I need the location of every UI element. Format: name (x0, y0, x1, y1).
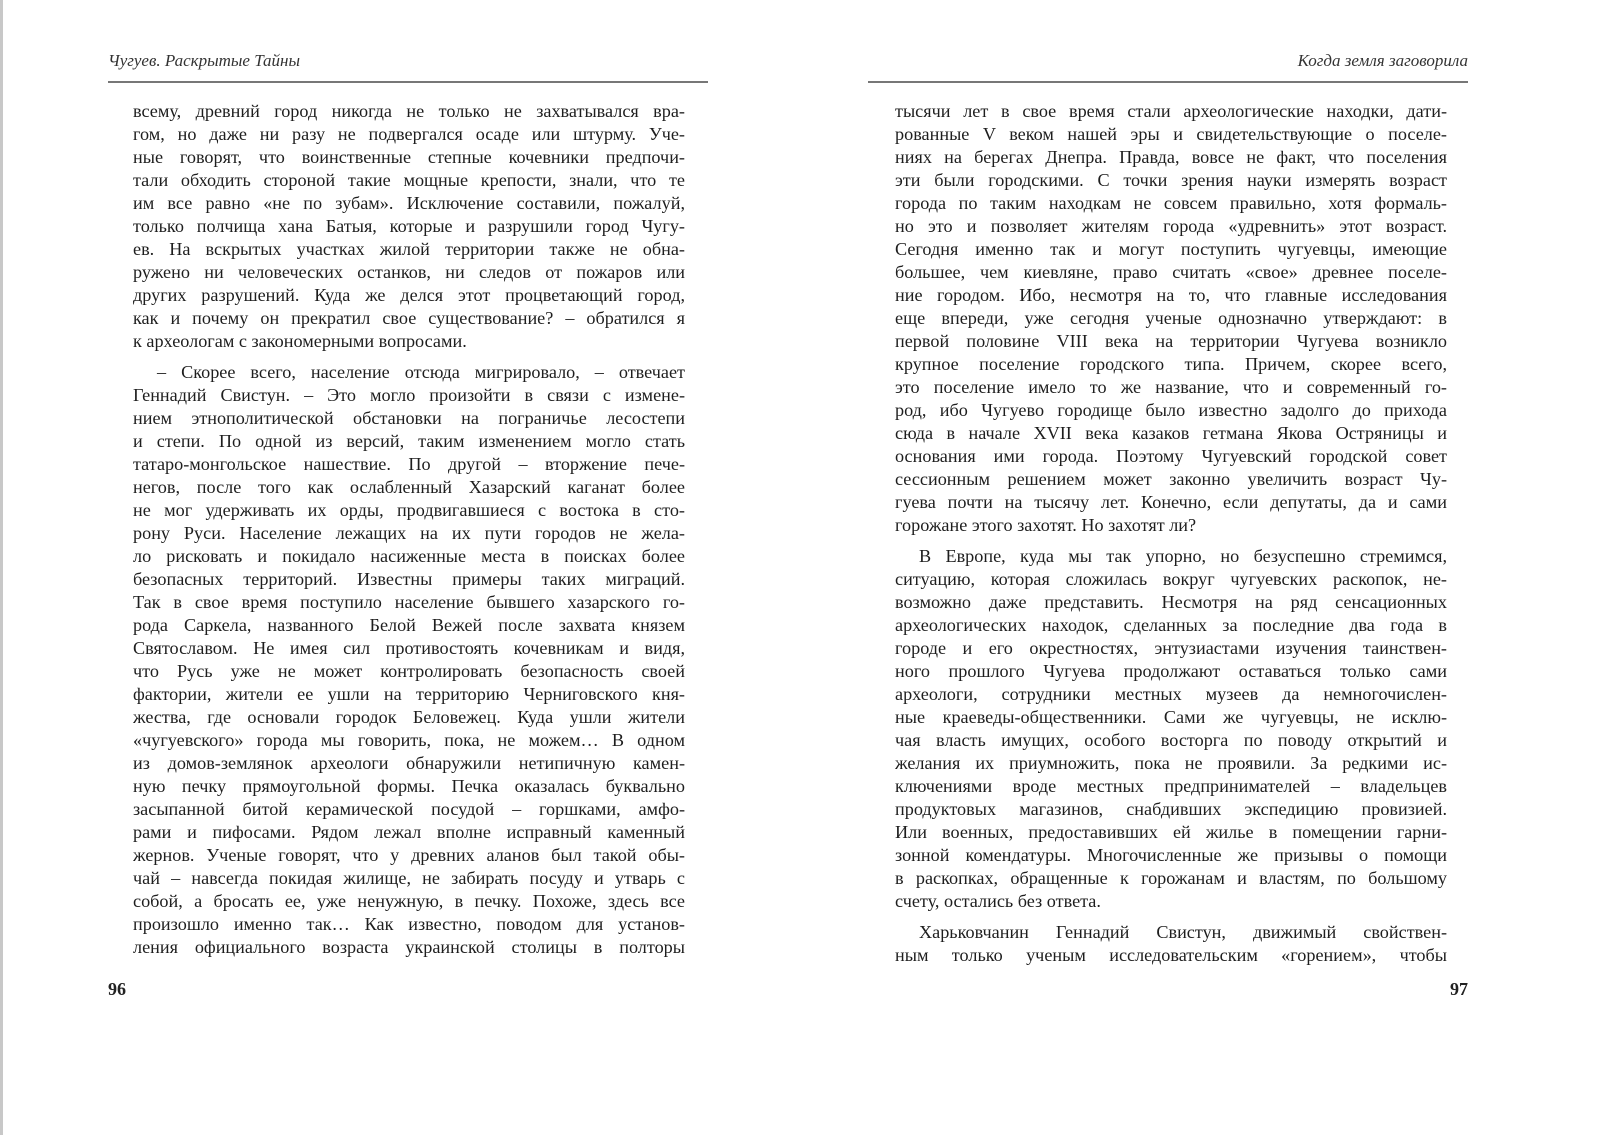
text-line: крупное поселение городского типа. Причем, скорее всего, (895, 354, 1447, 374)
text-line: им все равно «не по зубам». Исключение составили, пожалуй, (133, 193, 685, 213)
text-line: Или военных, предоставивших ей жилье в помещении гарни- (895, 822, 1447, 842)
text-line: ев. На вскрытых участках жилой территории также не обна- (133, 239, 685, 259)
text-line: рованные V веком нашей эры и свидетельствующие о поселе- (895, 124, 1447, 144)
text-line: ние городом. Ибо, несмотря на то, что главные исследования (895, 285, 1447, 305)
text-line: Так в свое время поступило население бывшего хазарского го- (133, 592, 685, 612)
paragraph (133, 361, 685, 959)
text-line: еще впереди, уже сегодня ученые однозначно утверждают: в (895, 308, 1447, 328)
text-line: жества, где основали городок Беловежец. Куда ушли жители (133, 707, 685, 727)
text-line: ключениями вроде местных предпринимателей – владельцев (895, 776, 1447, 796)
running-head: Когда земля заговорила (1297, 51, 1468, 70)
text-line: большее, чем киевляне, право считать «свое» древнее поселе- (895, 262, 1447, 282)
text-line: рода Саркела, названного Белой Вежей после захвата князем (133, 615, 685, 635)
text-line: Сегодня именно так и могут поступить чугуевцы, имеющие (895, 239, 1447, 259)
text-line: эти были городскими. С точки зрения науки измерять возраст (895, 170, 1447, 190)
paragraph (133, 100, 685, 353)
text-line: в раскопках, обращенные к горожанам и властям, по большому (895, 868, 1447, 888)
page-body (133, 100, 685, 967)
text-line: как и почему он прекратил свое существование? – обратился я (133, 308, 685, 328)
header-rule (108, 81, 708, 83)
text-line: фактории, жители ее ушли на территорию Черниговского кня- (133, 684, 685, 704)
text-line: рами и пифосами. Рядом лежал вполне исправный каменный (133, 822, 685, 842)
text-line: всему, древний город никогда не только не захватывался вра- (133, 101, 685, 121)
text-line: ного прошлого Чугуева продолжают оставаться только сами (895, 661, 1447, 681)
text-line: счету, остались без ответа. (895, 891, 1101, 911)
text-line: сессионным решением может законно увеличить возраст Чу- (895, 469, 1447, 489)
text-line: археологических находок, сделанных за последние два года в (895, 615, 1447, 635)
paragraph (895, 921, 1447, 967)
text-line: татаро-монгольское нашествие. По другой – вторжение пече- (133, 454, 685, 474)
text-line: и степи. По одной из версий, таким изменением могло стать (133, 431, 685, 451)
text-line: безопасных территорий. Известны примеры таких миграций. (133, 569, 685, 589)
text-line: Харьковчанин Геннадий Свистун, движимый свойствен- (919, 922, 1447, 942)
text-line: продуктовых магазинов, снабдивших экспедицию провизией. (895, 799, 1447, 819)
text-line: чай – навсегда покидая жилище, не забирать посуду и утварь с (133, 868, 685, 888)
text-line: ниях на берегах Днепра. Правда, вовсе не факт, что поселения (895, 147, 1447, 167)
text-line: ружено ни человеческих останков, ни следов от пожаров или (133, 262, 685, 282)
text-line: возможно даже представить. Несмотря на ряд сенсационных (895, 592, 1447, 612)
text-line: гом, но даже ни разу не подвергался осаде или штурму. Уче- (133, 124, 685, 144)
text-line: сюда в начале XVII века казаков гетмана Якова Остряницы и (895, 423, 1447, 443)
paragraph (895, 545, 1447, 913)
text-line: основания ими города. Поэтому Чугуевский городской совет (895, 446, 1447, 466)
page-number: 97 (1450, 979, 1468, 999)
text-line: других разрушений. Куда же делся этот процветающий город, (133, 285, 685, 305)
text-line: произошло именно так… Как известно, поводом для установ- (133, 914, 685, 934)
text-line: – Скорее всего, население отсюда мигрировало, – отвечает (157, 362, 685, 382)
text-line: «чугуевского» города мы говорить, пока, не можем… В одном (133, 730, 685, 750)
text-line: В Европе, куда мы так упорно, но безуспешно стремимся, (919, 546, 1447, 566)
page-left (108, 0, 708, 1135)
text-line: города по таким находкам не совсем правильно, хотя формаль- (895, 193, 1447, 213)
page-right (868, 0, 1468, 1135)
text-line: городе и его окрестностях, энтузиастами изучения таинствен- (895, 638, 1447, 658)
text-line: ную печку прямоугольной формы. Печка оказалась буквально (133, 776, 685, 796)
page-number: 96 (108, 979, 126, 999)
text-line: ным только ученым исследовательским «горением», чтобы (895, 945, 1447, 965)
text-line: жернов. Ученые говорят, что у древних аланов был такой обы- (133, 845, 685, 865)
text-line: ситуацию, которая сложилась вокруг чугуевских раскопок, не- (895, 569, 1447, 589)
text-line: но это и позволяет жителям города «удревнить» этот возраст. (895, 216, 1447, 236)
text-line: собой, а бросать ее, уже ненужную, в печку. Похоже, здесь все (133, 891, 685, 911)
text-line: первой половине VIII века на территории Чугуева возникло (895, 331, 1447, 351)
text-line: нием этнополитической обстановки на пограничье лесостепи (133, 408, 685, 428)
text-line: ления официального возраста украинской столицы в полторы (133, 937, 685, 957)
text-line: негов, после того как ослабленный Хазарский каганат более (133, 477, 685, 497)
text-line: Святославом. Не имея сил противостоять кочевникам и видя, (133, 638, 685, 658)
text-line: к археологам с закономерными вопросами. (133, 331, 467, 351)
text-line: гуева почти на тысячу лет. Конечно, если депутаты, да и сами (895, 492, 1447, 512)
text-line: не мог удерживать их орды, продвигавшиеся с востока в сто- (133, 500, 685, 520)
text-line: род, ибо Чугуево городище было известно задолго до прихода (895, 400, 1447, 420)
viewer-left-edge (0, 0, 3, 1135)
text-line: рону Руси. Население лежащих на их пути городов не жела- (133, 523, 685, 543)
text-line: желания их приумножить, пока не проявили. За редкими ис- (895, 753, 1447, 773)
text-line: археологи, сотрудники местных музеев да немногочислен- (895, 684, 1447, 704)
header-rule (868, 81, 1468, 83)
text-line: засыпанной битой керамической посудой – горшками, амфо- (133, 799, 685, 819)
text-line: это поселение имело то же название, что и современный го- (895, 377, 1447, 397)
text-line: тысячи лет в свое время стали археологические находки, дати- (895, 101, 1447, 121)
paragraph (895, 100, 1447, 537)
page-body (895, 100, 1447, 975)
text-line: что Русь уже не может контролировать безопасность своей (133, 661, 685, 681)
text-line: Геннадий Свистун. – Это могло произойти в связи с измене- (133, 385, 685, 405)
text-line: горожане этого захотят. Но захотят ли? (895, 515, 1197, 535)
text-line: ные говорят, что воинственные степные кочевники предпочи- (133, 147, 685, 167)
text-line: чая власть имущих, особого восторга по поводу открытий и (895, 730, 1447, 750)
running-head: Чугуев. Раскрытые Тайны (108, 51, 300, 70)
text-line: тали обходить стороной такие мощные крепости, знали, что те (133, 170, 685, 190)
text-line: из домов-землянок археологи обнаружили нетипичную камен- (133, 753, 685, 773)
text-line: только полчища хана Батыя, которые и разрушили город Чугу- (133, 216, 685, 236)
text-line: ло рисковать и покидало насиженные места в поисках более (133, 546, 685, 566)
text-line: ные краеведы-общественники. Сами же чугуевцы, не исклю- (895, 707, 1447, 727)
text-line: зонной комендатуры. Многочисленные же призывы о помощи (895, 845, 1447, 865)
